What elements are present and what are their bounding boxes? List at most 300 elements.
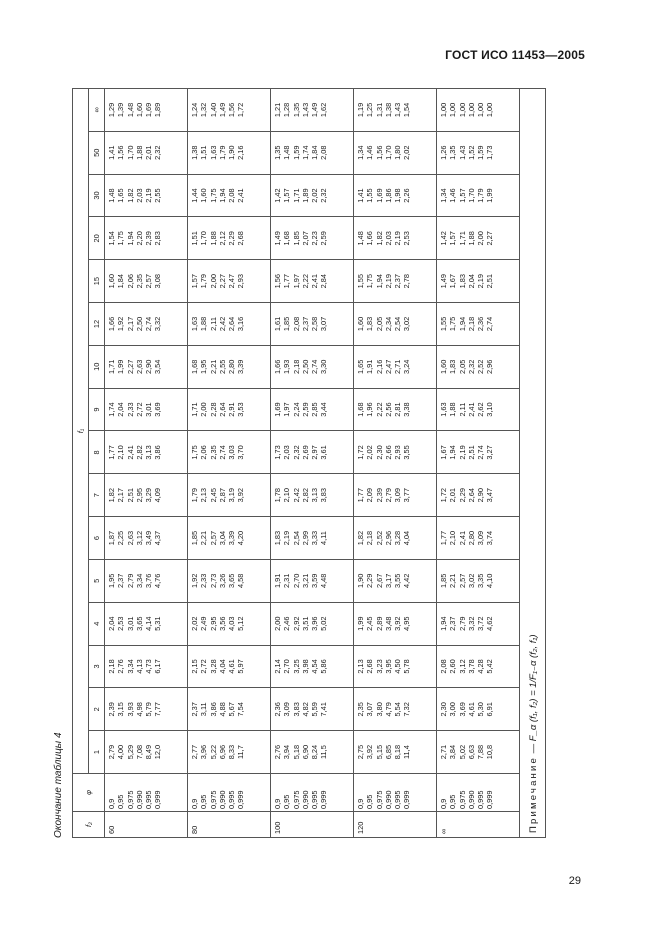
f-value-cell <box>105 388 188 431</box>
f-value: 3,65 <box>134 616 144 631</box>
f-value: 3,96 <box>199 744 209 760</box>
f-value: 2,27 <box>485 231 495 246</box>
f-value: 2,96 <box>383 530 393 546</box>
probability-value: 0,95 <box>199 794 209 809</box>
probability-value: 0,999 <box>402 790 412 809</box>
f-value: 1,00 <box>448 102 458 118</box>
f-value: 1,34 <box>356 145 365 160</box>
f-value: 3,95 <box>383 659 393 674</box>
probability-value: 0,95 <box>448 794 458 809</box>
f-value: 3,49 <box>144 530 154 546</box>
f-value: 5,30 <box>476 702 486 717</box>
f-value: 2,39 <box>107 702 116 717</box>
f-value: 5,67 <box>227 702 237 717</box>
f-value: 2,01 <box>144 145 154 160</box>
probability-value: 0,999 <box>319 790 329 809</box>
f-value: 1,90 <box>356 573 365 589</box>
f-value: 1,83 <box>448 359 458 374</box>
f-value: 1,46 <box>365 145 375 160</box>
f-value: 2,58 <box>310 316 320 332</box>
f-value-cell <box>271 174 354 217</box>
f-value: 2,19 <box>383 273 393 289</box>
f-value-cell <box>188 345 271 388</box>
f-value: 4,98 <box>134 702 144 717</box>
f-value: 2,19 <box>144 188 154 203</box>
f-value: 2,34 <box>383 316 393 332</box>
f-value: 2,32 <box>319 188 329 203</box>
f-value: 3,78 <box>466 659 476 674</box>
f-value: 1,43 <box>300 102 310 118</box>
f-value: 2,56 <box>383 402 393 417</box>
f-value: 2,08 <box>439 659 448 674</box>
f-value: 1,94 <box>217 188 227 203</box>
f-value: 2,49 <box>199 616 209 631</box>
f-value-cell <box>437 645 520 688</box>
f-value: 4,61 <box>466 702 476 717</box>
f-value: 3,21 <box>300 573 310 589</box>
f-value: 1,83 <box>365 316 375 332</box>
f-value-cell <box>354 131 437 174</box>
f-value: 2,89 <box>374 616 384 631</box>
f-value: 2,68 <box>236 231 246 246</box>
f-value-cell <box>105 345 188 388</box>
probability-value: 0,995 <box>393 790 403 809</box>
f-value: 5,12 <box>236 616 246 631</box>
f-value: 1,49 <box>310 102 320 118</box>
f-value: 3,09 <box>476 530 486 546</box>
f-distribution-table <box>72 88 520 838</box>
probability-value: 0,999 <box>153 790 163 809</box>
f-value: 4,48 <box>319 573 329 589</box>
f-value: 3,51 <box>300 616 310 631</box>
f-value: 4,95 <box>402 616 412 631</box>
header-f1-value: 8 <box>89 431 105 474</box>
f-value-cell <box>437 602 520 645</box>
f-value: 2,02 <box>190 616 199 631</box>
f-value-cell <box>354 731 437 774</box>
f-value: 4,00 <box>116 744 126 760</box>
f-value: 3,92 <box>236 488 246 503</box>
f-value: 2,63 <box>125 530 135 546</box>
f-value: 2,71 <box>439 744 448 760</box>
f-value: 1,59 <box>476 145 486 160</box>
header-f1-value: 4 <box>89 602 105 645</box>
f-value: 2,30 <box>374 445 384 460</box>
f-value: 2,51 <box>125 488 135 503</box>
probability-cell <box>437 774 520 812</box>
table-row <box>354 89 437 838</box>
f-value-cell <box>437 303 520 346</box>
f-value: 1,54 <box>402 102 412 118</box>
f2-value: 120 <box>354 812 437 838</box>
f-value: 3,59 <box>310 573 320 589</box>
f-value-cell <box>354 431 437 474</box>
f-value-cell <box>188 559 271 602</box>
f-value: 3,53 <box>236 402 246 417</box>
f-value: 2,60 <box>448 659 458 674</box>
f-value-cell <box>437 431 520 474</box>
f2-value: 60 <box>105 812 188 838</box>
f-value: 2,11 <box>208 317 218 331</box>
f-value: 2,18 <box>107 659 116 674</box>
f-value: 2,33 <box>199 573 209 589</box>
f-value: 4,62 <box>485 616 495 631</box>
f-value: 1,75 <box>208 188 218 203</box>
f-value: 1,89 <box>153 102 163 118</box>
f-value-cell <box>188 431 271 474</box>
f-value: 3,55 <box>402 445 412 460</box>
f-value-cell <box>105 217 188 260</box>
f-value: 3,69 <box>153 402 163 417</box>
f-value: 2,62 <box>476 402 486 417</box>
f-value: 2,18 <box>365 530 375 546</box>
f-value: 3,34 <box>125 659 135 674</box>
f-value: 2,41 <box>310 273 320 289</box>
f-value: 2,25 <box>116 530 126 546</box>
f-value: 5,22 <box>208 744 218 760</box>
f-value: 1,60 <box>199 188 209 203</box>
f-value: 3,28 <box>393 530 403 546</box>
f-value: 2,41 <box>466 402 476 417</box>
f-value: 1,88 <box>199 316 209 332</box>
f-value: 2,21 <box>208 359 218 374</box>
f-value: 1,48 <box>125 102 135 118</box>
f-value: 2,93 <box>236 273 246 289</box>
f-value: 1,34 <box>439 188 448 203</box>
f-value: 3,24 <box>402 359 412 374</box>
f-value: 3,07 <box>365 702 375 717</box>
f-value: 3,07 <box>319 316 329 332</box>
f-value: 2,19 <box>393 231 403 246</box>
f-value: 2,08 <box>319 145 329 160</box>
f-value-cell <box>437 517 520 560</box>
f-value: 1,38 <box>190 145 199 160</box>
f-value: 1,38 <box>383 102 393 118</box>
f-value: 4,76 <box>153 573 163 589</box>
f-value: 8,49 <box>144 744 154 760</box>
f-value: 1,77 <box>356 488 365 503</box>
f-value: 2,97 <box>310 445 320 460</box>
probability-value: 0,9 <box>273 798 282 809</box>
f-value: 1,00 <box>439 102 448 118</box>
f-value: 3,39 <box>227 530 237 546</box>
f-value: 1,43 <box>393 102 403 118</box>
f-value: 1,69 <box>273 402 282 417</box>
f-value: 1,72 <box>356 445 365 460</box>
f-value: 2,02 <box>310 188 320 203</box>
f-value: 2,70 <box>291 573 301 589</box>
f-value: 2,00 <box>476 231 486 246</box>
f-value-cell <box>105 131 188 174</box>
f-value: 3,44 <box>319 402 329 417</box>
f-value: 1,48 <box>356 231 365 246</box>
f-value: 3,30 <box>319 359 329 374</box>
f-value: 2,76 <box>116 659 126 674</box>
f-value-cell <box>437 474 520 517</box>
f-value-cell <box>271 645 354 688</box>
f-value: 1,85 <box>439 573 448 589</box>
header-f1-value: 7 <box>89 474 105 517</box>
note <box>528 634 539 833</box>
f-value: 3,29 <box>144 488 154 503</box>
f-value: 1,98 <box>393 188 403 203</box>
f-value: 2,37 <box>448 616 458 631</box>
f-value: 3,11 <box>199 702 209 717</box>
f-value: 2,21 <box>448 573 458 589</box>
f-value: 1,75 <box>448 316 458 332</box>
f-value: 3,34 <box>134 573 144 589</box>
f-value: 1,90 <box>227 145 237 160</box>
f-value: 1,71 <box>107 359 116 374</box>
f-value: 3,93 <box>125 702 135 717</box>
f-value-cell <box>188 474 271 517</box>
f-value: 2,32 <box>153 145 163 160</box>
f-value: 2,82 <box>134 445 144 460</box>
f-value: 5,31 <box>153 616 163 631</box>
f-value: 1,79 <box>190 488 199 503</box>
f-value: 2,92 <box>291 616 301 631</box>
f-value: 1,69 <box>374 188 384 203</box>
f-value: 1,25 <box>365 102 375 118</box>
f-value-cell <box>437 559 520 602</box>
f-value: 1,94 <box>457 316 467 332</box>
probability-value: 0,9 <box>356 798 365 809</box>
f-value: 2,79 <box>107 744 116 760</box>
f-value: 2,59 <box>300 402 310 417</box>
f-value: 3,12 <box>134 530 144 546</box>
header-f1-value: 3 <box>89 645 105 688</box>
f-value: 1,65 <box>116 188 126 203</box>
f-value: 1,62 <box>319 102 329 118</box>
f-value: 2,11 <box>457 402 467 417</box>
f-value-cell <box>271 89 354 132</box>
f-value: 2,03 <box>134 188 144 203</box>
f-value: 2,74 <box>310 359 320 374</box>
f-value-cell <box>105 89 188 132</box>
f-value: 1,70 <box>383 145 393 160</box>
f-value: 4,04 <box>217 659 227 674</box>
f-value: 3,17 <box>383 573 393 589</box>
f-value: 5,02 <box>319 616 329 631</box>
f-value-cell <box>105 431 188 474</box>
f-value: 1,87 <box>107 530 116 546</box>
f-value: 2,96 <box>485 359 495 374</box>
f-value: 1,66 <box>365 231 375 246</box>
f-value: 2,95 <box>208 616 218 631</box>
f-value: 2,77 <box>190 744 199 760</box>
f-value: 3,86 <box>208 702 218 717</box>
f-value: 1,46 <box>448 188 458 203</box>
f-value-cell <box>188 645 271 688</box>
f-value: 1,51 <box>199 145 209 160</box>
f-value: 2,47 <box>383 359 393 374</box>
f-value: 2,45 <box>208 488 218 503</box>
f2-value: ∞ <box>437 812 520 838</box>
f-value: 2,02 <box>402 145 412 160</box>
probability-value: 0,995 <box>227 790 237 809</box>
f-value-cell <box>188 731 271 774</box>
note-label: Примечание <box>528 756 539 833</box>
f-value: 2,18 <box>466 316 476 332</box>
f-value: 2,90 <box>144 359 154 374</box>
f-value: 1,78 <box>273 488 282 503</box>
probability-value: 0,9 <box>439 798 448 809</box>
f-value: 1,21 <box>273 102 282 118</box>
f-value: 3,09 <box>282 702 292 717</box>
f-value: 1,83 <box>273 530 282 546</box>
f-value: 2,79 <box>457 616 467 631</box>
f-value: 3,01 <box>144 402 154 417</box>
f-value: 3,19 <box>227 488 237 503</box>
f-value: 6,90 <box>300 744 310 760</box>
f-value: 1,92 <box>116 316 126 332</box>
probability-value: 0,9 <box>190 798 199 809</box>
f-value: 1,54 <box>107 231 116 246</box>
f-value: 2,54 <box>291 530 301 546</box>
f-value: 3,08 <box>153 273 163 289</box>
f-value: 1,75 <box>190 445 199 460</box>
f-value: 2,39 <box>144 231 154 246</box>
f-value-cell <box>271 731 354 774</box>
f-value: 2,19 <box>457 445 467 460</box>
f-value: 6,96 <box>217 744 227 760</box>
f-value: 5,15 <box>374 744 384 760</box>
f-value: 2,14 <box>273 659 282 674</box>
probability-cell <box>271 774 354 812</box>
f-value-cell <box>188 388 271 431</box>
f-value-cell <box>271 217 354 260</box>
f-value: 2,27 <box>217 273 227 289</box>
f-value-cell <box>188 217 271 260</box>
note-separator: — <box>528 741 539 754</box>
f-value-cell <box>354 217 437 260</box>
f-value: 1,70 <box>199 231 209 246</box>
f-value: 1,42 <box>439 231 448 246</box>
f-value-cell <box>437 731 520 774</box>
f-value-cell <box>437 260 520 303</box>
f-value: 7,54 <box>236 702 246 717</box>
f-value: 1,68 <box>190 359 199 374</box>
f-value: 1,88 <box>448 402 458 417</box>
f-value: 1,85 <box>282 316 292 332</box>
f-value: 2,16 <box>236 145 246 160</box>
f-value: 2,59 <box>319 231 329 246</box>
f-value: 2,19 <box>282 530 292 546</box>
f-value: 1,48 <box>107 188 116 203</box>
f-value: 2,35 <box>356 702 365 717</box>
f-value: 5,02 <box>457 744 467 760</box>
f-value: 2,74 <box>217 445 227 460</box>
f-value: 3,70 <box>236 445 246 460</box>
f-value: 1,95 <box>107 573 116 589</box>
f-value: 2,21 <box>199 530 209 546</box>
f-value-cell <box>437 345 520 388</box>
f-value: 4,61 <box>227 659 237 674</box>
f-value: 4,88 <box>217 702 227 717</box>
f-value: 1,82 <box>374 231 384 246</box>
f-value: 3,33 <box>310 530 320 546</box>
f-value: 1,55 <box>356 273 365 289</box>
header-f2: f₂ <box>73 812 105 838</box>
f-value: 1,60 <box>439 359 448 374</box>
f-value: 2,50 <box>300 359 310 374</box>
f-value: 1,60 <box>134 102 144 118</box>
f-value: 1,70 <box>466 188 476 203</box>
f-value-cell <box>188 602 271 645</box>
f-value: 2,64 <box>217 402 227 417</box>
f-value: 3,77 <box>402 488 412 503</box>
f-value: 1,92 <box>190 573 199 589</box>
f-value: 2,79 <box>383 488 393 503</box>
f-value-cell <box>271 517 354 560</box>
f-value: 1,77 <box>107 445 116 460</box>
f-value: 3,48 <box>383 616 393 631</box>
f-value: 1,41 <box>107 145 116 160</box>
f-value: 3,92 <box>393 616 403 631</box>
f-value: 2,91 <box>227 402 237 417</box>
f-value-cell <box>105 174 188 217</box>
f-value-cell <box>105 474 188 517</box>
f-value: 8,24 <box>310 744 320 760</box>
f-value: 3,32 <box>466 616 476 631</box>
f-value: 2,37 <box>300 316 310 332</box>
table-row <box>105 89 188 838</box>
f-value: 2,79 <box>125 573 135 589</box>
f-value: 11,7 <box>236 745 246 760</box>
f-value: 3,39 <box>236 359 246 374</box>
f-value: 2,15 <box>190 659 199 674</box>
f-value: 1,65 <box>356 359 365 374</box>
f-value: 1,88 <box>466 231 476 246</box>
f-value: 2,51 <box>466 445 476 460</box>
f-value: 1,85 <box>291 231 301 246</box>
f-value: 2,28 <box>208 402 218 417</box>
f-value: 7,77 <box>153 702 163 717</box>
f-value: 2,17 <box>116 488 126 503</box>
f-value: 2,26 <box>402 188 412 203</box>
header-f1-value: 10 <box>89 345 105 388</box>
f-value: 2,37 <box>116 573 126 589</box>
f-value: 1,56 <box>273 273 282 289</box>
probability-value: 0,995 <box>476 790 486 809</box>
probability-value: 0,990 <box>466 790 476 809</box>
f-value: 11,4 <box>402 745 412 760</box>
probability-value: 0,975 <box>125 790 135 809</box>
f-value: 2,55 <box>153 188 163 203</box>
f-value: 2,41 <box>236 188 246 203</box>
f-value: 1,48 <box>282 145 292 160</box>
f-value: 2,42 <box>217 316 227 332</box>
f-value: 2,16 <box>374 359 384 374</box>
f-value: 3,56 <box>217 616 227 631</box>
f-value: 3,54 <box>153 359 163 374</box>
f-value: 1,69 <box>144 102 154 118</box>
f-value: 2,01 <box>448 488 458 503</box>
f-value: 3,47 <box>485 488 495 503</box>
f-value: 1,00 <box>476 102 486 118</box>
f-value-cell <box>271 688 354 731</box>
f-value: 2,37 <box>190 702 199 717</box>
f-value: 1,19 <box>356 102 365 118</box>
f-value: 2,68 <box>365 659 375 674</box>
f-value: 1,94 <box>439 616 448 631</box>
f-value: 2,71 <box>393 359 403 374</box>
f-value-cell <box>271 303 354 346</box>
probability-cell <box>354 774 437 812</box>
f-value-cell <box>271 388 354 431</box>
f-value: 1,67 <box>448 273 458 289</box>
f-value-cell <box>437 131 520 174</box>
